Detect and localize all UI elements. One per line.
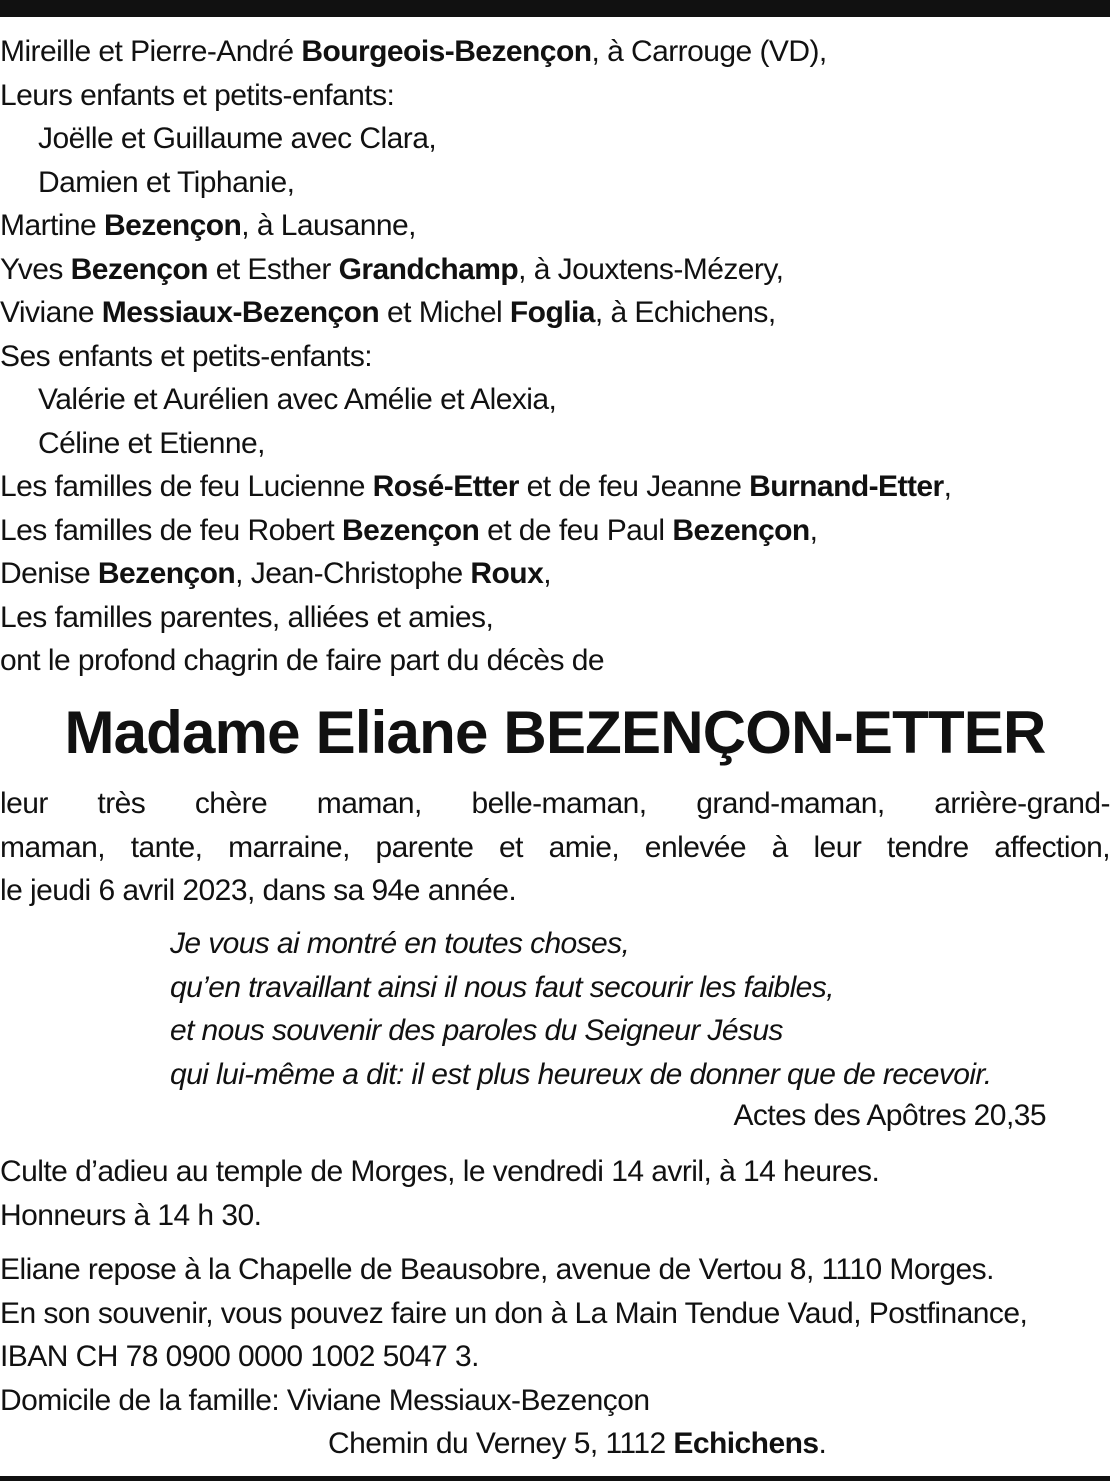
family-surname: Grandchamp bbox=[338, 252, 519, 286]
family-line: Céline et Etienne, bbox=[38, 426, 265, 460]
verse-reference: Actes des Apôtres 20,35 bbox=[733, 1099, 1046, 1132]
family-text: Martine bbox=[0, 209, 104, 242]
family-surname: Bezençon bbox=[342, 513, 480, 547]
top-border-rule bbox=[0, 0, 1110, 17]
family-text: Denise bbox=[0, 557, 98, 590]
tribute-line: leur très chère maman, belle-maman, grand-maman, arrière-grand- bbox=[0, 787, 1110, 820]
family-text: , Jean-Christophe bbox=[235, 557, 471, 590]
family-text: , à Jouxtens-Mézery, bbox=[518, 252, 784, 286]
info-line: IBAN CH 78 0900 0000 1002 5047 3. bbox=[0, 1340, 479, 1373]
family-line: Leurs enfants et petits-enfants: bbox=[0, 78, 395, 112]
family-surname: Messiaux-Bezençon bbox=[101, 296, 380, 329]
family-line: Damien et Tiphanie, bbox=[38, 165, 295, 199]
family-surname: Bourgeois-Bezençon bbox=[301, 35, 592, 68]
family-line: Joëlle et Guillaume avec Clara, bbox=[38, 122, 437, 155]
family-line bbox=[0, 465, 1110, 509]
family-text: Mireille et Pierre-André bbox=[0, 35, 302, 68]
family-text: , bbox=[943, 470, 952, 503]
service-line: Honneurs à 14 h 30. bbox=[0, 1198, 262, 1232]
family-text: Les familles de feu Robert bbox=[0, 513, 343, 547]
family-line: Les familles parentes, alliées et amies, bbox=[0, 600, 494, 634]
family-text: et de feu Jeanne bbox=[518, 470, 750, 503]
family-announcement bbox=[0, 30, 1110, 683]
family-surname: Rosé-Etter bbox=[372, 470, 519, 503]
verse-line: et nous souvenir des paroles du Seigneur Jésus bbox=[170, 1014, 783, 1047]
address-text: Chemin du Verney 5, 1112 bbox=[328, 1427, 674, 1460]
family-text: , à Carrouge (VD), bbox=[591, 35, 827, 68]
family-text: et de feu Paul bbox=[479, 513, 673, 547]
family-line bbox=[0, 291, 1110, 335]
service-line: Culte d’adieu au temple de Morges, le vendredi 14 avril, à 14 heures. bbox=[0, 1155, 880, 1188]
deceased-name-heading: Madame Eliane BEZENÇON-ETTER bbox=[64, 699, 1046, 766]
verse-line: qui lui-même a dit: il est plus heureux de donner que de recevoir. bbox=[170, 1057, 992, 1091]
family-surname: Foglia bbox=[509, 296, 595, 329]
family-text: , à Lausanne, bbox=[241, 209, 416, 242]
verse-line: qu’en travaillant ainsi il nous faut secourir les faibles, bbox=[170, 970, 834, 1004]
family-text: , à Echichens, bbox=[594, 296, 776, 329]
info-line: En son souvenir, vous pouvez faire un don à La Main Tendue Vaud, Postfinance, bbox=[0, 1296, 1028, 1330]
family-surname: Bezençon bbox=[672, 513, 810, 547]
family-surname: Bezençon bbox=[97, 557, 236, 590]
family-surname: Bezençon bbox=[103, 209, 242, 242]
family-text: , bbox=[543, 557, 552, 590]
tribute-line: maman, tante, marraine, parente et amie, enlevée à leur tendre affection, bbox=[0, 830, 1110, 864]
family-line: Valérie et Aurélien avec Amélie et Alexia, bbox=[38, 383, 557, 416]
bottom-border-rule bbox=[0, 1476, 1110, 1481]
family-line: ont le profond chagrin de faire part du décès de bbox=[0, 644, 605, 677]
verse-line: Je vous ai montré en toutes choses, bbox=[170, 927, 630, 960]
family-surname: Roux bbox=[470, 557, 544, 590]
family-text: , bbox=[809, 513, 818, 547]
practical-info bbox=[0, 1248, 1110, 1466]
family-line bbox=[0, 552, 1110, 596]
address-line bbox=[0, 1422, 1110, 1466]
tribute-paragraph bbox=[0, 782, 1110, 913]
family-surname: Burnand-Etter bbox=[749, 470, 944, 503]
family-line bbox=[0, 509, 1110, 553]
info-line: Eliane repose à la Chapelle de Beausobre, avenue de Vertou 8, 1110 Morges. bbox=[0, 1253, 994, 1286]
family-line bbox=[0, 204, 1110, 248]
family-text: et Michel bbox=[379, 296, 510, 329]
address-town: Echichens bbox=[673, 1427, 819, 1460]
info-line: Domicile de la famille: Viviane Messiaux-Bezençon bbox=[0, 1383, 650, 1417]
tribute-line: le jeudi 6 avril 2023, dans sa 94e année. bbox=[0, 874, 517, 907]
family-line bbox=[0, 30, 1110, 74]
family-text: Les familles de feu Lucienne bbox=[0, 470, 373, 503]
family-line: Ses enfants et petits-enfants: bbox=[0, 339, 373, 373]
address-text: . bbox=[818, 1427, 827, 1460]
service-info bbox=[0, 1150, 1110, 1237]
family-text: Yves bbox=[0, 252, 71, 286]
family-text: Viviane bbox=[0, 296, 102, 329]
family-surname: Bezençon bbox=[70, 252, 208, 286]
family-line bbox=[0, 248, 1110, 292]
bible-verse bbox=[170, 922, 1090, 1096]
family-text: et Esther bbox=[207, 252, 339, 286]
